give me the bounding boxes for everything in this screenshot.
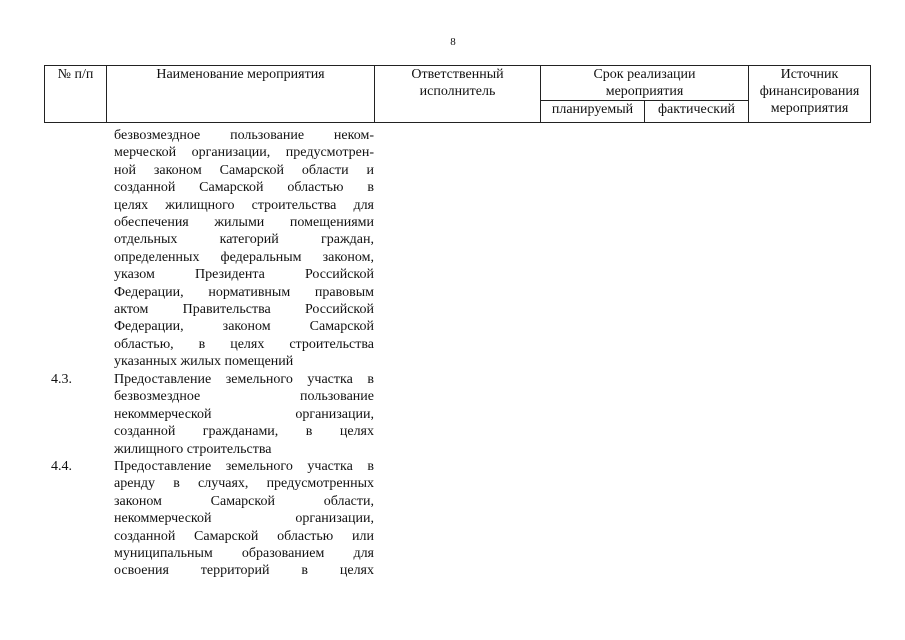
header-num: № п/п <box>45 66 107 123</box>
text-line: определенных федеральным законом, <box>114 249 374 265</box>
text-line: мерческой организации, предусмотрен- <box>114 145 374 161</box>
row-text <box>114 371 374 458</box>
page-number: 8 <box>450 36 456 48</box>
header-responsible-line: Ответственный <box>411 67 504 82</box>
text-line: аренду в случаях, предусмотренных <box>114 476 374 492</box>
table-header <box>44 65 871 123</box>
row-number: 4.4. <box>51 459 72 474</box>
text-line: указом Президента Российской <box>114 267 374 283</box>
text-line: безвозмездное пользование <box>114 389 374 405</box>
text-line: некоммерческой организации, <box>114 406 374 422</box>
header-term-actual: фактический <box>645 101 749 123</box>
text-line: Федерации, нормативным правовым <box>114 284 374 300</box>
header-source-line: финансирования <box>759 84 860 99</box>
header-name: Наименование мероприятия <box>107 66 375 123</box>
text-line: указанных жилых помещений <box>114 354 294 370</box>
row-number: 4.3. <box>51 372 72 387</box>
text-line: некоммерческой организации, <box>114 511 374 527</box>
text-line: законом Самарской области, <box>114 493 374 509</box>
header-term-line: мероприятия <box>605 84 684 99</box>
header-source-line: мероприятия <box>770 101 849 116</box>
header-term <box>541 66 749 101</box>
text-line: жилищного строительства <box>114 441 272 457</box>
text-line: ной законом Самарской области и <box>114 162 374 178</box>
text-line: Предоставление земельного участка в <box>114 372 374 387</box>
header-term-planned: планируемый <box>541 101 645 123</box>
text-line: актом Правительства Российской <box>114 302 374 318</box>
text-line: муниципальным образованием для <box>114 546 374 562</box>
row-text <box>114 127 374 371</box>
text-line: созданной Самарской областью или <box>114 528 374 544</box>
text-line: обеспечения жилыми помещениями <box>114 215 374 231</box>
text-line: целях жилищного строительства для <box>114 197 374 213</box>
header-source-line: Источник <box>780 67 839 82</box>
header-responsible-line: исполнитель <box>419 84 496 99</box>
text-line: созданной Самарской областью в <box>114 180 374 196</box>
text-line: Предоставление земельного участка в <box>114 459 374 474</box>
row-text <box>114 458 374 580</box>
text-line: Федерации, законом Самарской <box>114 319 374 335</box>
text-line: созданной гражданами, в целях <box>114 424 374 440</box>
header-source <box>749 66 871 123</box>
header-responsible <box>375 66 541 123</box>
text-line: безвозмездное пользование неком- <box>114 128 374 143</box>
header-term-line: Срок реализации <box>593 67 696 82</box>
text-line: освоения территорий в целях <box>114 563 374 579</box>
text-line: областью, в целях строительства <box>114 336 374 352</box>
text-line: отдельных категорий граждан, <box>114 232 374 248</box>
